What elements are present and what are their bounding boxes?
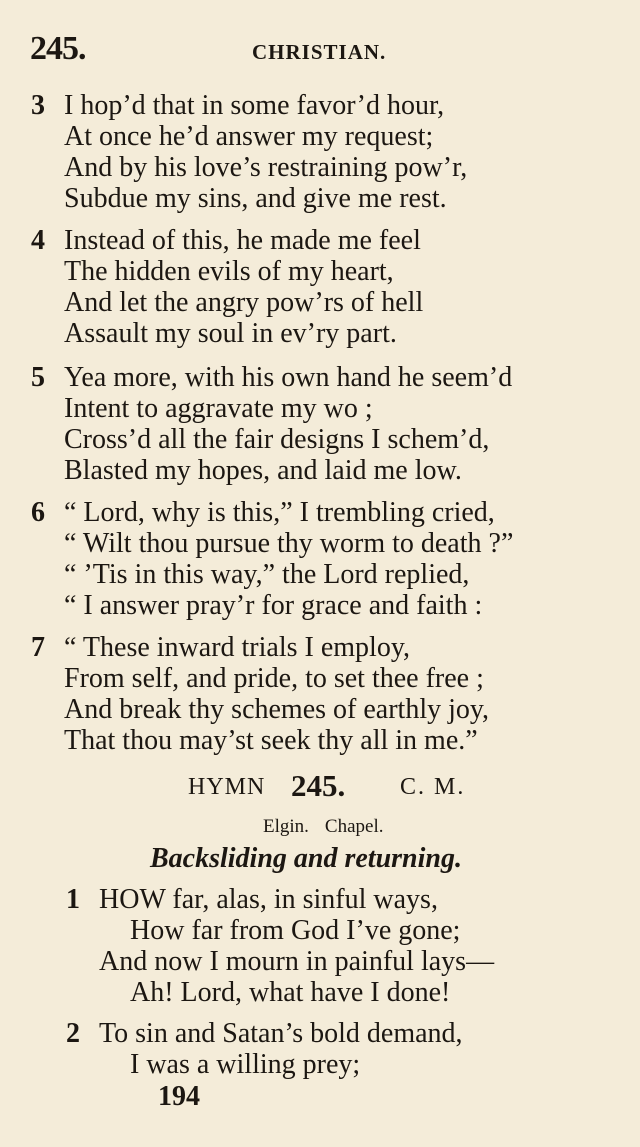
verse-line: Ah! Lord, what have I done! (130, 977, 451, 1008)
verse-line: From self, and pride, to set thee free ; (64, 663, 484, 694)
verse-line: Intent to aggravate my wo ; (64, 393, 373, 424)
stanza-number: 6 (31, 497, 45, 528)
verse-line: And by his love’s restraining pow’r, (64, 152, 468, 183)
verse-line: “ Lord, why is this,” I trembling cried, (64, 497, 495, 528)
verse-line: “ These inward trials I employ, (64, 632, 411, 663)
page-number: 245. (30, 30, 86, 67)
verse-line: Assault my soul in ev’ry part. (64, 318, 397, 349)
verse-line: Yea more, with his own hand he seem’d (64, 362, 513, 393)
tune-names (263, 816, 384, 838)
verse-line: HOW far, alas, in sinful ways, (99, 884, 438, 915)
verse-line: The hidden evils of my heart, (64, 256, 394, 287)
verse-line: That thou may’st seek thy all in me.” (64, 725, 478, 756)
stanza-number: 5 (31, 362, 45, 393)
stanza-number: 7 (31, 632, 45, 663)
verse-line: “ Wilt thou pursue thy worm to death ?” (64, 528, 514, 559)
verse-line: Subdue my sins, and give me rest. (64, 183, 447, 214)
running-head: CHRISTIAN. (252, 40, 387, 64)
verse-line: Instead of this, he made me feel (64, 225, 421, 256)
verse-line: I hop’d that in some favor’d hour, (64, 90, 445, 121)
tune-name: Elgin. (263, 816, 309, 837)
verse-line: And let the angry pow’rs of hell (64, 287, 424, 318)
hymn-label: HYMN (188, 774, 266, 800)
verse-line: To sin and Satan’s bold demand, (99, 1018, 463, 1049)
stanza-number: 2 (66, 1018, 80, 1049)
verse-line: I was a willing prey; (130, 1049, 361, 1080)
verse-line: Blasted my hopes, and laid me low. (64, 455, 462, 486)
verse-line: And break thy schemes of earthly joy, (64, 694, 490, 725)
signature-number: 194 (158, 1081, 200, 1112)
tune-name: Chapel. (324, 816, 384, 837)
verse-line: And now I mourn in painful lays— (99, 946, 495, 977)
hymn-number: 245. (291, 768, 346, 803)
stanza-number: 3 (31, 90, 45, 121)
hymn-meter: C. M. (400, 774, 466, 800)
verse-line: How far from God I’ve gone; (130, 915, 461, 946)
hymn-subtitle: Backsliding and returning. (150, 843, 462, 874)
stanza-number: 1 (66, 884, 80, 915)
verse-line: At once he’d answer my request; (64, 121, 434, 152)
stanza-number: 4 (31, 225, 45, 256)
verse-line: Cross’d all the fair designs I schem’d, (64, 424, 490, 455)
verse-line: “ ’Tis in this way,” the Lord replied, (64, 559, 470, 590)
verse-line: “ I answer pray’r for grace and faith : (64, 590, 483, 621)
